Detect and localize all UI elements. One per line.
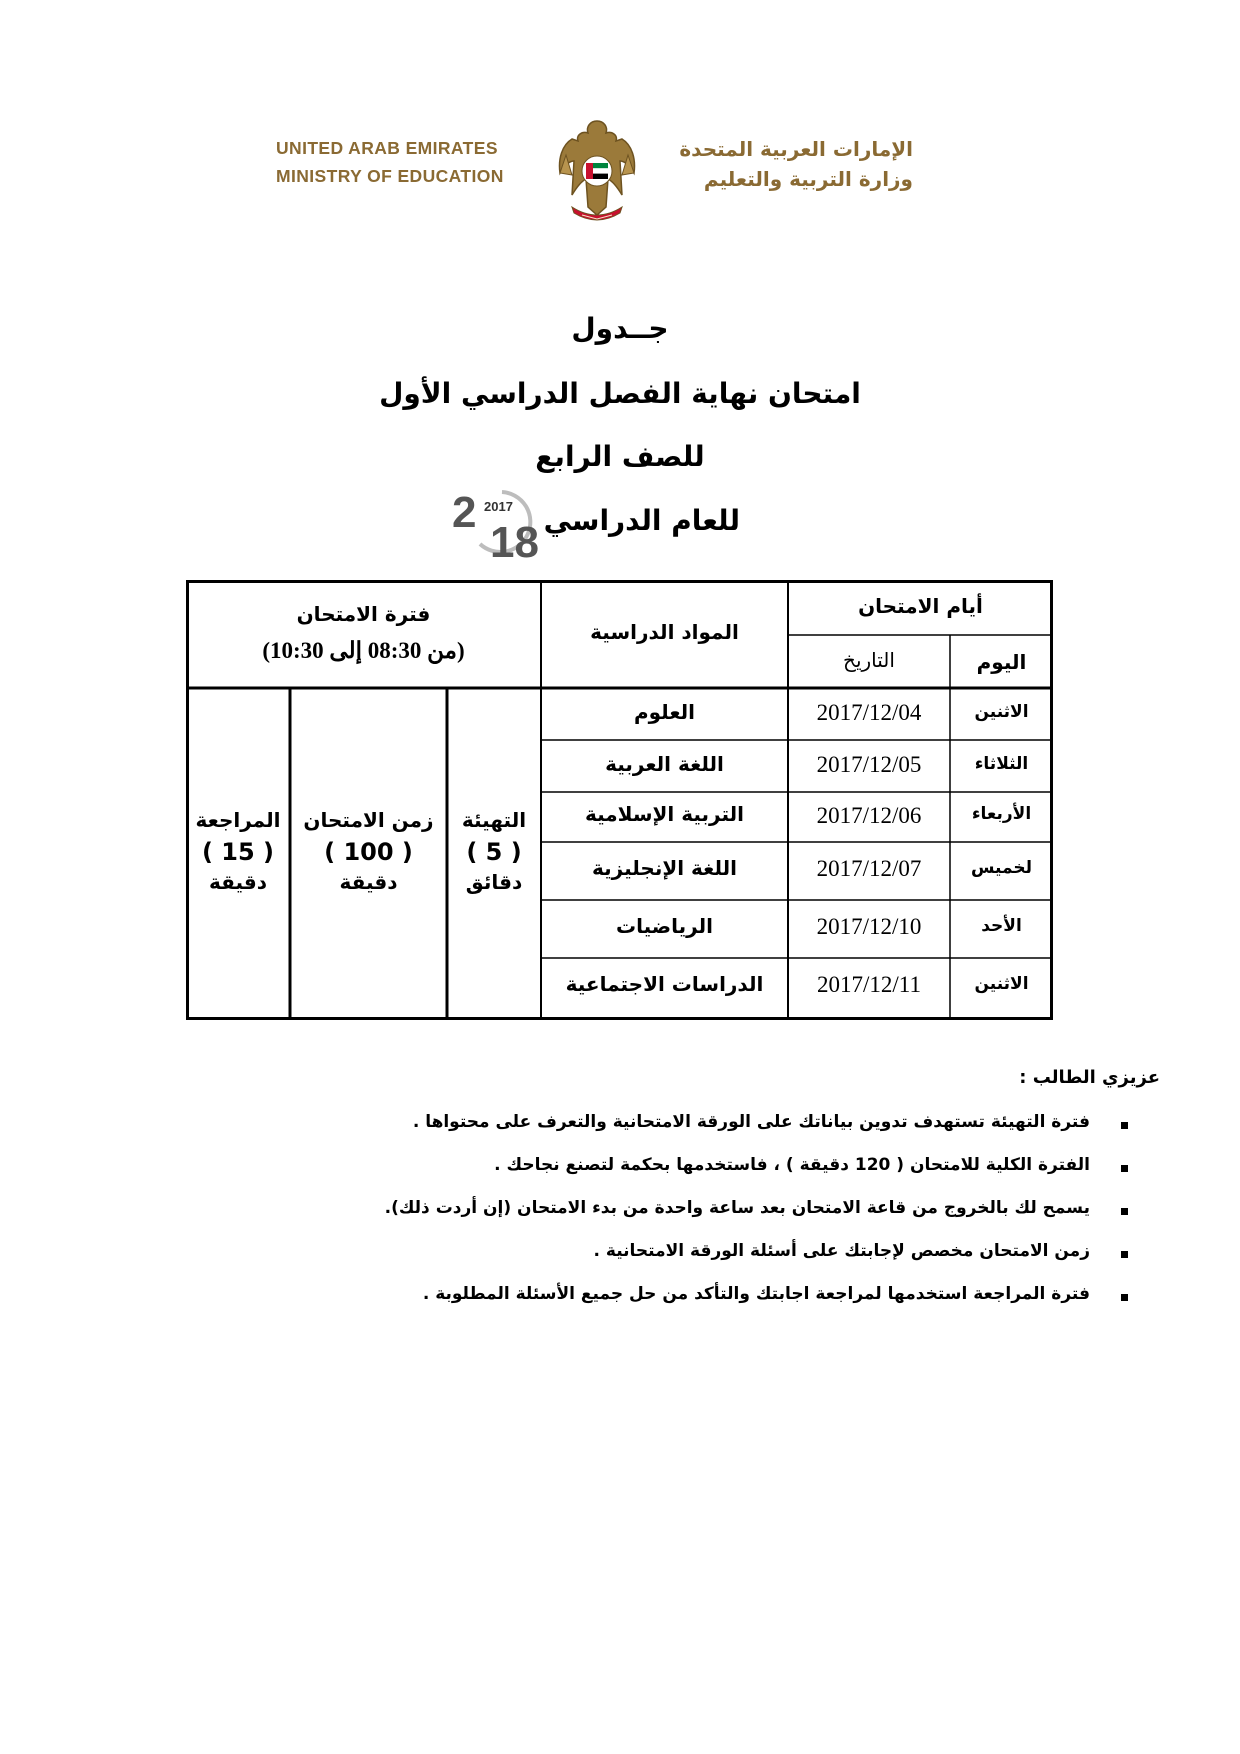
prep-label: التهيئة [461, 808, 527, 832]
document-title: جــدول [571, 312, 669, 345]
review-unit: دقيقة [208, 870, 268, 894]
year-logo-top: 2017 [484, 499, 513, 514]
row-date: 2017/12/06 [816, 803, 922, 828]
note-item: يسمح لك بالخروج من قاعة الامتحان بعد ساعة واحدة من بدء الامتحان (إن أردت ذلك). [384, 1198, 1090, 1218]
exam-title: امتحان نهاية الفصل الدراسي الأول [379, 377, 861, 410]
grade-title: للصف الرابع [535, 440, 705, 473]
row-subject: الدراسات الاجتماعية [565, 972, 764, 996]
row-date: 2017/12/11 [817, 972, 921, 997]
academic-year-logo [450, 482, 550, 562]
row-date: 2017/12/07 [816, 856, 922, 881]
exam-duration-unit: دقيقة [339, 870, 398, 894]
academic-year-label: للعام الدراسي [543, 504, 740, 537]
exam-duration-value: ( 100 ) [324, 838, 413, 866]
date-header: التاريخ [843, 648, 895, 672]
bullet-icon [1121, 1251, 1128, 1258]
notes-title: عزيزي الطالب : [1019, 1067, 1160, 1088]
review-label: المراجعة [195, 808, 281, 832]
ministry-name-english [276, 134, 538, 190]
exam-duration-label: زمن الامتحان [303, 808, 434, 832]
note-item: فترة المراجعة استخدمها لمراجعة اجابتك والتأكد من حل جميع الأسئلة المطلوبة . [422, 1284, 1090, 1304]
header-ar-line2: وزارة التربية والتعليم [703, 167, 913, 191]
row-subject: اللغة العربية [605, 752, 724, 776]
exam-schedule-table [186, 580, 1053, 1020]
row-subject: اللغة الإنجليزية [592, 856, 737, 880]
days-header: أيام الامتحان [858, 594, 983, 618]
header-ar-line1: الإمارات العربية المتحدة [679, 137, 913, 161]
header-en-line1: UNITED ARAB EMIRATES [276, 138, 498, 158]
row-day: لخميس [970, 858, 1032, 878]
bullet-icon [1121, 1208, 1128, 1215]
note-item: زمن الامتحان مخصص لإجابتك على أسئلة الورقة الامتحانية . [593, 1241, 1090, 1261]
bullet-icon [1121, 1165, 1128, 1172]
row-subject: الرياضيات [616, 914, 713, 938]
note-item: الفترة الكلية للامتحان ( 120 دقيقة ) ، فاستخدمها بحكمة لتصنع نجاحك . [494, 1155, 1090, 1175]
prep-value: ( 5 ) [466, 838, 522, 866]
ministry-name-arabic [648, 134, 913, 194]
row-date: 2017/12/10 [816, 914, 922, 939]
subjects-header: المواد الدراسية [590, 620, 739, 644]
row-date: 2017/12/04 [816, 700, 922, 725]
year-logo-left: 2 [452, 488, 477, 537]
review-value: ( 15 ) [201, 838, 275, 866]
header-en-line2: MINISTRY OF EDUCATION [276, 166, 504, 186]
row-subject: العلوم [633, 700, 695, 724]
row-day: الأحد [981, 916, 1022, 936]
prep-unit: دقائق [465, 870, 523, 894]
period-time: (من 08:30 إلى 10:30) [262, 638, 465, 663]
row-day: الأربعاء [971, 804, 1032, 824]
row-date: 2017/12/05 [816, 752, 922, 777]
row-day: الثلاثاء [974, 754, 1029, 774]
uae-falcon-emblem-icon [552, 115, 642, 225]
period-header: فترة الامتحان [296, 602, 431, 626]
year-logo-right: 18 [490, 518, 539, 562]
day-header: اليوم [976, 650, 1027, 674]
row-subject: التربية الإسلامية [584, 802, 744, 826]
bullet-icon [1121, 1294, 1128, 1301]
bullet-icon [1121, 1122, 1128, 1129]
row-day: الاثنين [974, 974, 1029, 994]
note-item: فترة التهيئة تستهدف تدوين بياناتك على الورقة الامتحانية والتعرف على محتواها . [412, 1112, 1090, 1132]
row-day: الاثنين [974, 702, 1029, 722]
